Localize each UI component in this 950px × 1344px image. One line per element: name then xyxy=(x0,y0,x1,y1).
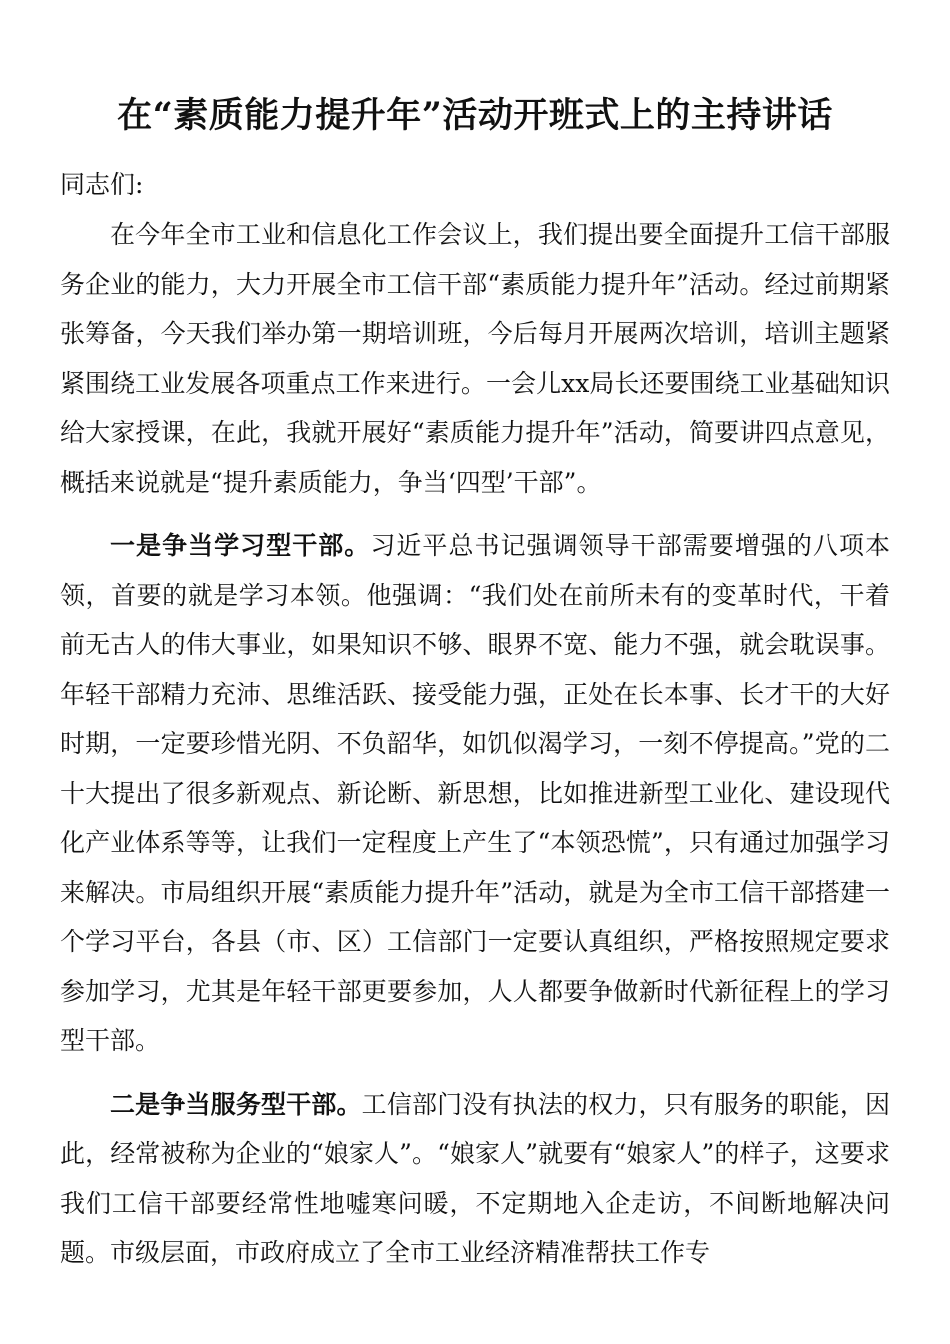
paragraph-point-2 xyxy=(60,1080,890,1278)
paragraph-lead: 一是争当学习型干部。 xyxy=(110,531,371,560)
paragraph-point-1 xyxy=(60,521,890,1066)
paragraph-text: 习近平总书记强调领导干部需要增强的八项本领，首要的就是学习本领。他强调：“我们处在前所未有的变革时代，干着前无古人的伟大事业，如果知识不够、眼界不宽、能力不强，就会耽误事。年轻干部精力充沛、思维活跃、接受能力强，正处在长本事、长才干的大好时期，一定要珍惜光阴、不负韶华，如饥似渴学习，一刻不停提高。”党的二十大提出了很多新观点、新论断、新思想，比如推进新型工业化、建设现代化产业体系等等，让我们一定程度上产生了“本领恐慌”，只有通过加强学习来解决。市局组织开展“素质能力提升年”活动，就是为全市工信干部搭建一个学习平台，各县（市、区）工信部门一定要认真组织，严格按照规定要求参加学习，尤其是年轻干部更要参加，人人都要争做新时代新征程上的学习型干部。 xyxy=(60,531,890,1055)
document-page xyxy=(60,0,890,1278)
paragraph-text: 在今年全市工业和信息化工作会议上，我们提出要全面提升工信干部服务企业的能力，大力开展全市工信干部“素质能力提升年”活动。经过前期紧张筹备，今天我们举办第一期培训班，今后每月开展两次培训，培训主题紧紧围绕工业发展各项重点工作来进行。一会儿xx局长还要围绕工业基础知识给大家授课，在此，我就开展好“素质能力提升年”活动，简要讲四点意见，概括来说就是“提升素质能力，争当‘四型’干部”。 xyxy=(60,220,890,497)
paragraph-text: 工信部门没有执法的权力，只有服务的职能，因此，经常被称为企业的“娘家人”。“娘家人”就要有“娘家人”的样子，这要求我们工信干部要经常性地嘘寒问暖，不定期地入企走访，不间断地解决问题。市级层面，市政府成立了全市工业经济精准帮扶工作专 xyxy=(60,1089,890,1267)
document-title: 在“素质能力提升年”活动开班式上的主持讲话 xyxy=(117,95,833,136)
salutation: 同志们: xyxy=(60,170,144,199)
paragraph-intro xyxy=(60,210,890,507)
paragraph-lead: 二是争当服务型干部。 xyxy=(110,1089,362,1119)
